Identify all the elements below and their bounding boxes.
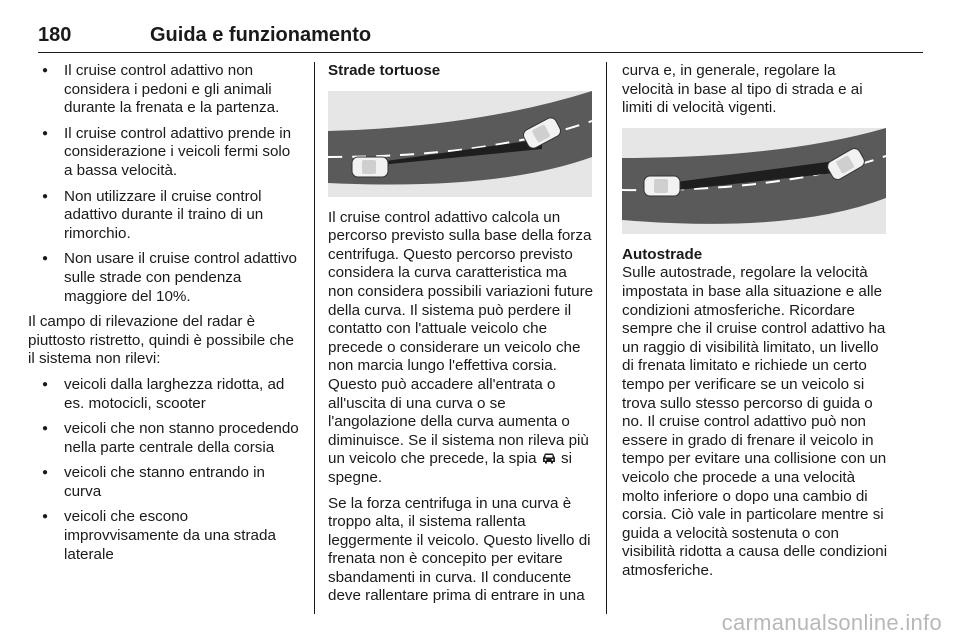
chapter-title: Guida e funzionamento	[150, 24, 372, 46]
list-item: ● veicoli che escono improvvisamente da una strada laterale	[28, 508, 300, 564]
column-right	[622, 62, 890, 587]
column-left	[28, 62, 300, 571]
list-item: ● veicoli che non stanno procedendo nella parte centrale della corsia	[28, 420, 300, 457]
watermark: carmanualsonline.info	[721, 610, 942, 635]
winding-roads-paragraph-1: Il cruise control adattivo calcola un percorso previsto sulla base della forza centrifuga. Questo percorso previsto considera la curva caratteristica ma non considera possibili variazioni future della curva. Il sistema può perdere il contatto con l'attuale veicolo che precede o considerare un veicolo che non marcia lungo l'effettiva corsia. Questo può accadere all'entrata o all'uscita di una curva o se l'angolazione della curva aumenta o diminuisce. Se il sistema non rileva più un veicolo che precede, la spia si spegne.	[328, 208, 594, 486]
column-divider	[606, 62, 607, 614]
section-heading-highways: Autostrade	[622, 245, 703, 263]
page-number: 180	[38, 24, 72, 46]
list-item: ● Non usare il cruise control adattivo sulle strade con pendenza maggiore del 10%.	[28, 250, 300, 306]
section-heading-winding-roads: Strade tortuose	[328, 62, 441, 79]
list-item: ● veicoli dalla larghezza ridotta, ad es. motocicli, scooter	[28, 376, 300, 413]
vehicle-ahead-icon	[541, 452, 557, 464]
radar-range-paragraph: Il campo di rilevazione del radar è piuttosto ristretto, quindi è possibile che il sistema non rilevi:	[28, 313, 294, 368]
highway-curve-illustration	[622, 128, 886, 234]
own-vehicle	[352, 157, 388, 177]
list-item: ● Non utilizzare il cruise control adattivo durante il traino di un rimorchio.	[28, 188, 300, 244]
curve-speed-paragraph: curva e, in generale, regolare la velocità in base al tipo di strada e ai limiti di velocità vigenti.	[622, 62, 863, 117]
list-item: ● Il cruise control adattivo non considera i pedoni e gli animali durante la frenata e la partenza.	[28, 62, 300, 118]
list-item: ● veicoli che stanno entrando in curva	[28, 464, 300, 501]
winding-roads-paragraph-2: Se la forza centrifuga in una curva è troppo alta, il sistema rallenta leggermente il veicolo. Questo livello di frenata non è concepito per evitare sbandamenti in curva. Il conducente deve rallentare prima di entrare in una	[328, 494, 591, 605]
highways-paragraph: Sulle autostrade, regolare la velocità impostata in base alla situazione e alle condizioni atmosferiche. Ricordare sempre che il cruise control adattivo ha un raggio di visibilità limitato, un livello di frenata limitato e richiede un certo tempo per verificare se un veicolo si trova sullo stesso percorso di guida o no. Il cruise control adattivo può non essere in grado di frenare il veicolo in tempo per evitare una collisione con un veicolo che procede a una velocità molto inferiore o dopo una cambio di corsia. Ciò vale in particolare mentre si guida a velocità sostenuta o con visibilità ridotta a causa delle condizioni atmosferiche.	[622, 264, 888, 579]
page-header	[38, 22, 923, 53]
column-middle	[328, 62, 594, 613]
list-item: ● Il cruise control adattivo prende in considerazione i veicoli fermi solo a bassa velocità.	[28, 125, 300, 181]
own-vehicle	[644, 176, 680, 196]
winding-road-illustration	[328, 91, 592, 197]
limitations-list	[28, 62, 300, 306]
column-divider	[314, 62, 315, 614]
undetected-vehicles-list	[28, 376, 300, 564]
